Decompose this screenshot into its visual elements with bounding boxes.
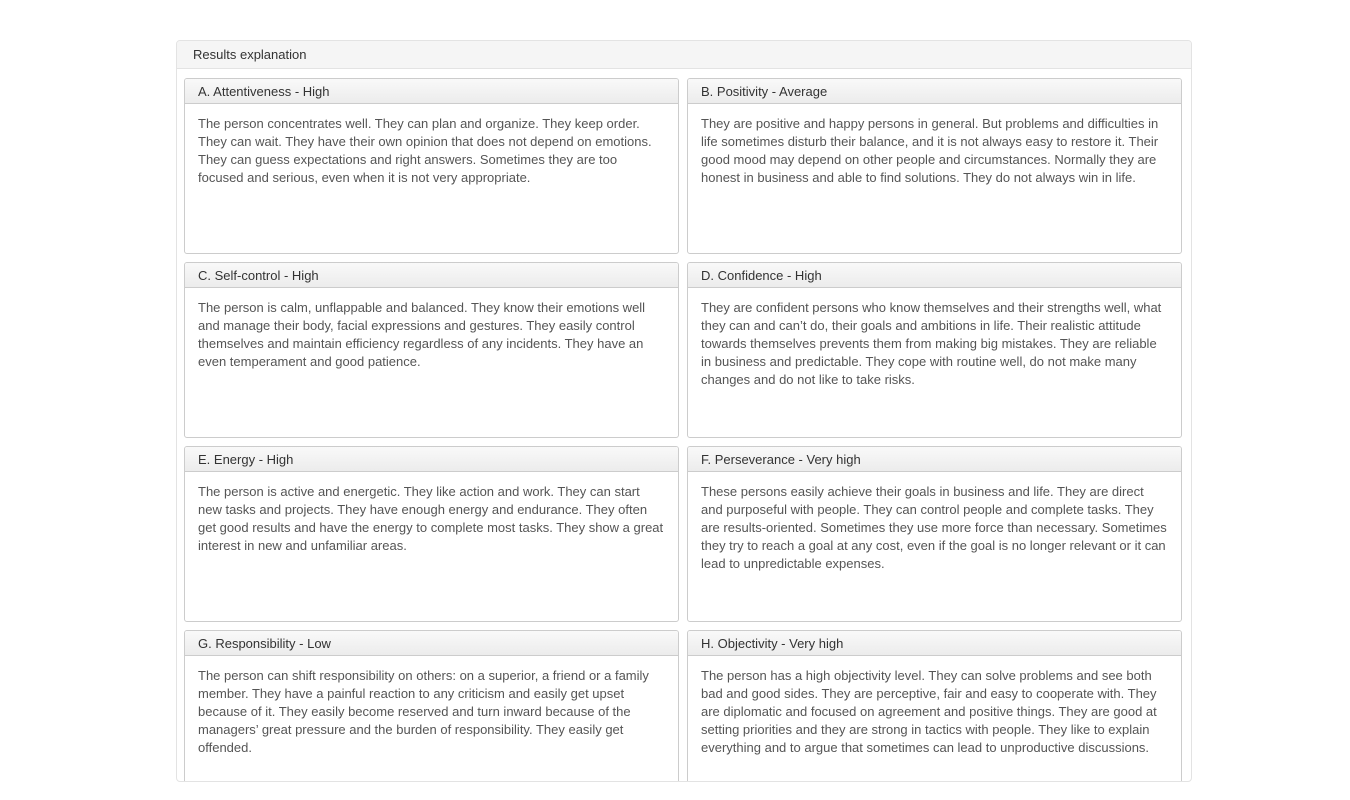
trait-card-header: [185, 79, 678, 104]
trait-card-title: B. Positivity - Average: [701, 83, 828, 99]
trait-card-perseverance: [687, 446, 1182, 622]
trait-card-header: [688, 79, 1181, 104]
trait-card-body: [688, 656, 1181, 782]
trait-card-body: [688, 472, 1181, 621]
trait-card-text: The person concentrates well. They can plan and organize. They keep order. They can wait. They have their own opinion that does not depend on emotions. They can guess expectations and right answers. Sometimes they are too focused and serious, even when it is not very appropriate.: [198, 116, 652, 185]
trait-card-text: The person can shift responsibility on others: on a superior, a friend or a family member. They have a painful reaction to any criticism and easily get upset because of it. They easily become reserved and turn inward because of the managers’ great pressure and the burden of responsibility. They easily get offended.: [198, 668, 649, 755]
trait-card-text: They are positive and happy persons in general. But problems and difficulties in life sometimes disturb their balance, and it is not always easy to restore it. Their good mood may depend on other people and circumstances. Normally they are honest in business and able to find solutions. They do not always win in life.: [701, 116, 1159, 185]
trait-card-header: [688, 631, 1181, 656]
trait-card-title: F. Perseverance - Very high: [701, 451, 861, 467]
trait-card-objectivity: [687, 630, 1182, 782]
trait-card-positivity: [687, 78, 1182, 254]
trait-card-text: These persons easily achieve their goals in business and life. They are direct and purposeful with people. They can control people and complete tasks. They are results-oriented. Sometimes they use more force than necessary. Sometimes they try to reach a goal at any cost, even if the goal is no longer relevant or it can lead to unpredictable expenses.: [701, 484, 1167, 571]
trait-card-body: [185, 472, 678, 621]
trait-card-title: G. Responsibility - Low: [198, 635, 331, 651]
trait-card-text: The person is calm, unflappable and balanced. They know their emotions well and manage their body, facial expressions and gestures. They easily control themselves and maintain efficiency regardless of any incidents. They have an even temperament and good patience.: [198, 300, 646, 369]
trait-card-title: E. Energy - High: [198, 451, 294, 467]
trait-card-header: [185, 631, 678, 656]
trait-card-body: [185, 104, 678, 253]
trait-card-text: They are confident persons who know themselves and their strengths well, what they can and can’t do, their goals and ambitions in life. Their realistic attitude towards themselves prevents them from making big mistakes. They are reliable in business and predictable. They cope with routine well, do not make many changes and do not like to take risks.: [701, 300, 1162, 387]
results-panel-title: Results explanation: [193, 47, 307, 62]
trait-card-confidence: [687, 262, 1182, 438]
cards-grid: [177, 69, 1191, 782]
trait-card-self-control: [184, 262, 679, 438]
trait-card-responsibility: [184, 630, 679, 782]
trait-card-attentiveness: [184, 78, 679, 254]
trait-card-title: C. Self-control - High: [198, 267, 319, 283]
trait-card-header: [688, 263, 1181, 288]
trait-card-title: A. Attentiveness - High: [198, 83, 330, 99]
results-panel-header: [177, 41, 1191, 69]
trait-card-energy: [184, 446, 679, 622]
trait-card-body: [185, 656, 678, 782]
results-panel: [176, 40, 1192, 782]
trait-card-body: [185, 288, 678, 437]
trait-card-header: [185, 263, 678, 288]
trait-card-header: [185, 447, 678, 472]
trait-card-body: [688, 104, 1181, 253]
trait-card-text: The person is active and energetic. They like action and work. They can start new tasks and projects. They have enough energy and endurance. They often get good results and have the energy to complete most tasks. They show a great interest in new and unfamiliar areas.: [198, 484, 664, 553]
trait-card-header: [688, 447, 1181, 472]
trait-card-title: H. Objectivity - Very high: [701, 635, 844, 651]
trait-card-body: [688, 288, 1181, 437]
trait-card-text: The person has a high objectivity level. They can solve problems and see both bad and good sides. They are perceptive, fair and easy to cooperate with. They are diplomatic and focused on agreement and positive things. They are good at setting priorities and they are strong in tactics with people. They like to explain everything and to argue that sometimes can lead to unproductive discussions.: [701, 668, 1157, 755]
trait-card-title: D. Confidence - High: [701, 267, 822, 283]
